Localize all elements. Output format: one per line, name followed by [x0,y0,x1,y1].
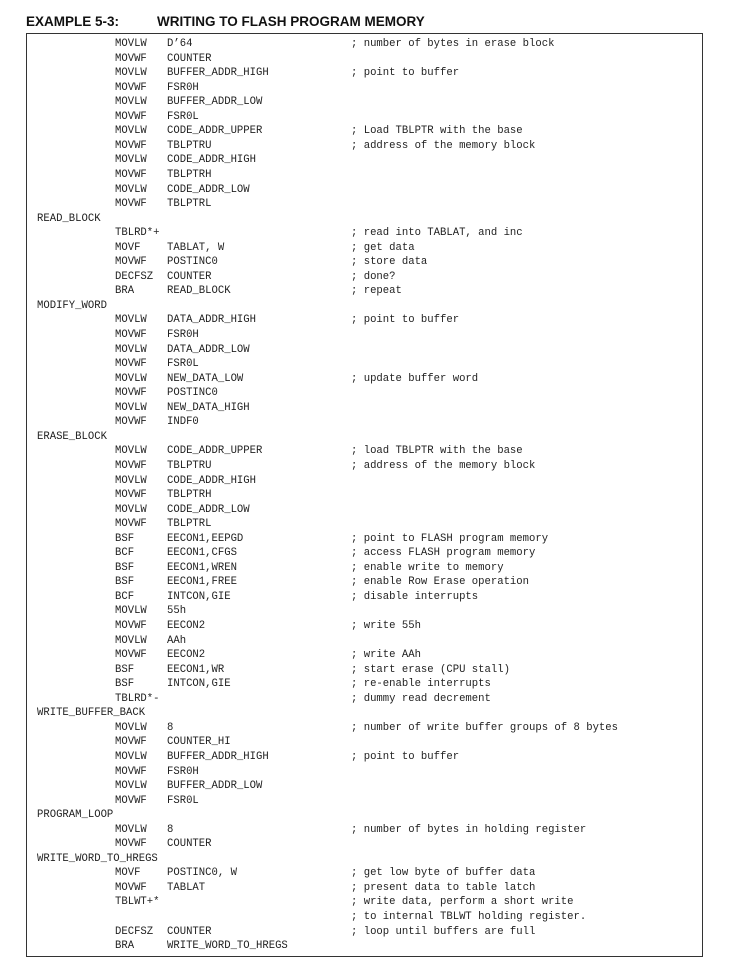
code-comment: ; done? [351,270,396,283]
code-line [27,66,702,81]
code-mnemonic: BSF [115,561,135,574]
code-mnemonic: MOVLW [115,154,147,167]
code-line [27,372,702,387]
code-mnemonic: MOVWF [115,881,147,894]
code-line [27,415,702,430]
code-comment: ; write data, perform a short write [351,896,574,909]
code-comment: ; store data [351,256,428,269]
code-operand: CODE_ADDR_LOW [167,503,250,516]
code-mnemonic: MOVWF [115,620,147,632]
code-line [27,677,702,692]
code-line [27,52,702,67]
code-comment: ; loop until buffers are full [351,925,536,938]
code-comment: ; get low byte of buffer data [351,867,536,880]
code-line [27,255,702,270]
code-line [27,110,702,125]
code-line [27,241,702,256]
code-mnemonic: BCF [115,547,135,560]
code-mnemonic: MOVWF [115,649,147,662]
code-line [27,939,702,954]
code-line [27,153,702,168]
code-operand: COUNTER [167,52,212,65]
code-operand: D’64 [167,38,193,50]
code-line [27,823,702,838]
code-comment: ; point to FLASH program memory [351,532,549,545]
code-line [27,532,702,547]
code-mnemonic: BSF [115,678,135,691]
code-mnemonic: MOVLW [115,780,147,793]
code-line [27,692,702,707]
code-operand: CODE_ADDR_HIGH [167,474,257,487]
code-line [27,794,702,809]
code-mnemonic: TBLRD*- [115,692,160,705]
code-line [27,866,702,881]
code-operand: NEW_DATA_LOW [167,372,244,385]
code-operand: INTCON,GIE [167,590,231,603]
code-listing [26,33,703,957]
code-line [27,561,702,576]
code-mnemonic: MOVWF [115,139,147,152]
code-mnemonic: TBLRD*+ [115,227,160,240]
code-comment: ; point to buffer [351,67,460,80]
code-operand: CODE_ADDR_HIGH [167,154,257,167]
code-mnemonic: MOVLW [115,401,147,414]
code-comment: ; to internal TBLWT holding register. [351,911,587,923]
code-operand: 8 [167,721,174,734]
code-comment: ; point to buffer [351,314,460,327]
code-line [27,779,702,794]
code-line [27,503,702,518]
code-operand: TBLPTRL [167,198,212,211]
code-mnemonic: MOVLW [115,721,147,734]
code-mnemonic: BSF [115,532,135,545]
code-operand: TBLPTRH [167,168,212,181]
code-operand: 55h [167,605,187,618]
code-comment: ; point to buffer [351,750,460,763]
code-comment: ; enable write to memory [351,561,504,574]
code-comment: ; address of the memory block [351,139,536,152]
code-mnemonic: MOVLW [115,823,147,836]
code-operand: CODE_ADDR_UPPER [167,125,263,138]
code-line [27,459,702,474]
code-comment: ; load TBLPTR with the base [351,445,523,458]
code-mnemonic: DECFSZ [115,270,154,283]
code-line [27,343,702,358]
code-mnemonic: MOVWF [115,736,147,749]
code-line [27,663,702,678]
code-line [27,183,702,198]
code-line [27,517,702,532]
code-mnemonic: MOVLW [115,125,147,138]
code-line [27,212,702,227]
code-mnemonic: MOVWF [115,198,147,211]
code-line [27,910,702,925]
code-line [27,852,702,867]
code-operand: POSTINC0 [167,387,218,400]
code-operand: FSR0L [167,110,199,123]
code-operand: TABLAT, W [167,241,225,254]
code-line [27,168,702,183]
code-line [27,313,702,328]
code-mnemonic: MOVLW [115,343,147,356]
code-mnemonic: MOVLW [115,67,147,80]
code-line [27,925,702,940]
code-comment: ; get data [351,241,415,254]
code-mnemonic: MOVWF [115,838,147,851]
code-line [27,284,702,299]
code-comment: ; start erase (CPU stall) [351,663,510,676]
code-line [27,197,702,212]
code-line [27,895,702,910]
code-mnemonic: MOVWF [115,52,147,65]
code-line [27,648,702,663]
code-comment: ; number of bytes in holding register [351,823,587,836]
code-mnemonic: MOVWF [115,794,147,807]
code-operand: EECON1,EEPGD [167,532,244,545]
code-comment: ; access FLASH program memory [351,547,536,560]
code-comment: ; dummy read decrement [351,692,491,705]
code-line [27,590,702,605]
code-line [27,488,702,503]
code-line [27,765,702,780]
code-operand: TBLPTRU [167,139,212,152]
code-operand: EECON1,WREN [167,561,237,574]
code-line [27,270,702,285]
code-mnemonic: MOVWF [115,765,147,778]
code-operand: COUNTER [167,270,212,283]
code-operand: FSR0H [167,329,199,341]
code-operand: POSTINC0, W [167,867,237,880]
code-mnemonic: MOVWF [115,459,147,472]
code-operand: EECON1,CFGS [167,547,237,560]
code-operand: INTCON,GIE [167,678,231,691]
code-label: PROGRAM_LOOP [37,809,114,822]
code-operand: FSR0L [167,794,199,807]
code-comment: ; read into TABLAT, and inc [351,227,523,240]
code-mnemonic: BSF [115,663,135,676]
code-line [27,299,702,314]
code-operand: TBLPTRH [167,489,212,502]
code-comment: ; update buffer word [351,372,479,385]
code-operand: FSR0H [167,765,199,778]
code-operand: CODE_ADDR_UPPER [167,445,263,458]
code-operand: AAh [167,634,187,647]
code-operand: BUFFER_ADDR_HIGH [167,750,269,763]
code-comment: ; address of the memory block [351,459,536,472]
code-line [27,37,702,52]
code-operand: EECON1,FREE [167,576,237,589]
code-line [27,328,702,343]
code-operand: COUNTER_HI [167,736,231,749]
code-line [27,735,702,750]
code-line [27,139,702,154]
code-operand: 8 [167,823,174,836]
code-comment: ; disable interrupts [351,590,479,603]
code-mnemonic: MOVWF [115,329,147,341]
example-label: EXAMPLE 5-3: [26,14,120,29]
code-line [27,444,702,459]
code-line [27,474,702,489]
code-line [27,808,702,823]
code-line [27,619,702,634]
code-label: WRITE_BUFFER_BACK [37,707,146,720]
code-mnemonic: BRA [115,285,135,298]
code-mnemonic: MOVWF [115,81,147,94]
code-mnemonic: MOVLW [115,314,147,327]
code-comment: ; write AAh [351,649,421,662]
code-operand: TBLPTRU [167,459,212,472]
code-mnemonic: MOVLW [115,503,147,516]
code-comment: ; write 55h [351,620,421,632]
code-mnemonic: MOVWF [115,387,147,400]
code-mnemonic: DECFSZ [115,925,154,938]
code-operand: TBLPTRL [167,518,212,531]
code-comment: ; number of write buffer groups of 8 bytes [351,721,619,734]
code-comment: ; re-enable interrupts [351,678,491,691]
code-mnemonic: MOVLW [115,445,147,458]
code-mnemonic: MOVLW [115,605,147,618]
code-label: ERASE_BLOCK [37,430,107,443]
code-operand: POSTINC0 [167,256,218,269]
code-operand: WRITE_WORD_TO_HREGS [167,940,288,953]
code-mnemonic: MOVWF [115,518,147,531]
code-comment: ; enable Row Erase operation [351,576,530,589]
code-line [27,226,702,241]
code-mnemonic: BRA [115,940,135,953]
code-operand: EECON2 [167,649,206,662]
code-comment: ; Load TBLPTR with the base [351,125,523,138]
code-mnemonic: MOVLW [115,38,147,50]
code-mnemonic: MOVLW [115,183,147,196]
code-operand: NEW_DATA_HIGH [167,401,250,414]
code-label: MODIFY_WORD [37,299,107,312]
code-line [27,430,702,445]
code-mnemonic: MOVLW [115,474,147,487]
code-operand: BUFFER_ADDR_LOW [167,96,263,109]
code-mnemonic: MOVWF [115,489,147,502]
code-mnemonic: MOVWF [115,110,147,123]
code-label: WRITE_WORD_TO_HREGS [37,852,158,865]
code-line [27,386,702,401]
code-line [27,81,702,96]
code-label: READ_BLOCK [37,212,101,225]
code-operand: EECON1,WR [167,663,225,676]
code-mnemonic: TBLWT+* [115,896,160,909]
code-operand: EECON2 [167,620,206,632]
code-line [27,124,702,139]
code-mnemonic: MOVWF [115,256,147,269]
code-mnemonic: MOVWF [115,358,147,371]
code-comment: ; present data to table latch [351,881,536,894]
code-mnemonic: MOVF [115,241,141,254]
code-line [27,721,702,736]
code-line [27,837,702,852]
code-comment: ; number of bytes in erase block [351,38,555,50]
code-operand: INDF0 [167,416,199,429]
code-line [27,401,702,416]
code-mnemonic: MOVWF [115,168,147,181]
code-operand: COUNTER [167,838,212,851]
code-line [27,750,702,765]
code-mnemonic: MOVLW [115,372,147,385]
code-mnemonic: MOVLW [115,750,147,763]
code-line [27,881,702,896]
code-mnemonic: BCF [115,590,135,603]
code-line [27,357,702,372]
code-mnemonic: MOVF [115,867,141,880]
code-comment: ; repeat [351,285,402,298]
code-operand: BUFFER_ADDR_HIGH [167,67,269,80]
code-operand: FSR0L [167,358,199,371]
code-operand: READ_BLOCK [167,285,231,298]
code-operand: TABLAT [167,881,206,894]
code-mnemonic: MOVLW [115,634,147,647]
code-line [27,575,702,590]
example-title: WRITING TO FLASH PROGRAM MEMORY [157,14,425,29]
code-mnemonic: BSF [115,576,135,589]
code-line [27,604,702,619]
code-mnemonic: MOVLW [115,96,147,109]
code-operand: DATA_ADDR_HIGH [167,314,257,327]
code-operand: FSR0H [167,81,199,94]
code-operand: CODE_ADDR_LOW [167,183,250,196]
code-mnemonic: MOVWF [115,416,147,429]
code-operand: BUFFER_ADDR_LOW [167,780,263,793]
code-operand: DATA_ADDR_LOW [167,343,250,356]
code-line [27,95,702,110]
code-line [27,546,702,561]
code-operand: COUNTER [167,925,212,938]
code-line [27,706,702,721]
code-line [27,634,702,649]
